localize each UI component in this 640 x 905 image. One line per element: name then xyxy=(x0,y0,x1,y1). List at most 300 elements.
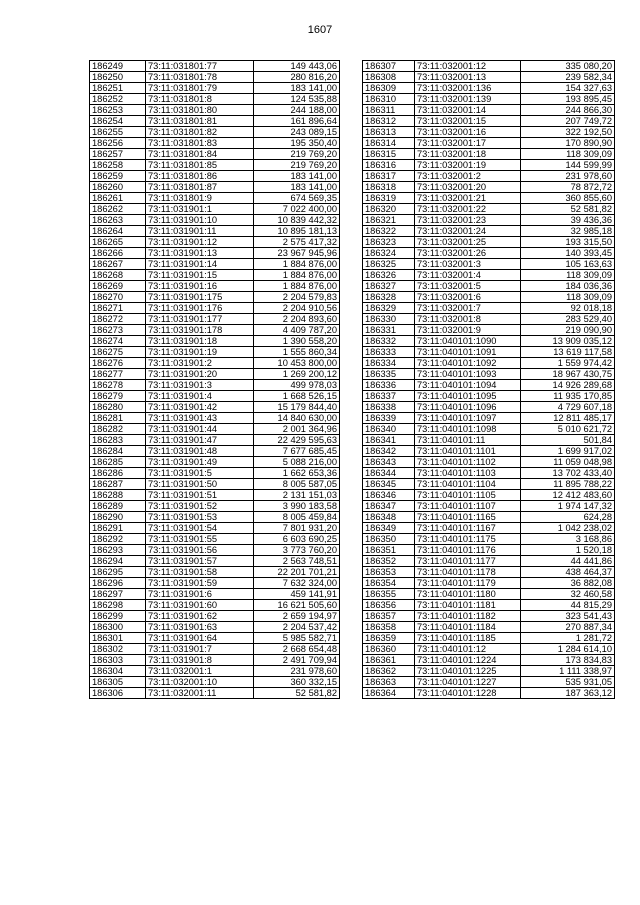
value-cell: 105 163,63 xyxy=(521,259,615,270)
row-number-cell: 186253 xyxy=(90,105,146,116)
cadastral-number-cell: 73:11:031901:47 xyxy=(146,435,254,446)
cadastral-number-cell: 73:11:031801:85 xyxy=(146,160,254,171)
row-number-cell: 186337 xyxy=(363,391,415,402)
table-row xyxy=(363,435,615,446)
table-row xyxy=(363,424,615,435)
table-row xyxy=(90,677,340,688)
value-cell: 161 896,64 xyxy=(254,116,340,127)
row-number-cell: 186317 xyxy=(363,171,415,182)
cadastral-number-cell: 73:11:031901:63 xyxy=(146,622,254,633)
row-number-cell: 186333 xyxy=(363,347,415,358)
table-row xyxy=(90,105,340,116)
cadastral-number-cell: 73:11:031901:13 xyxy=(146,248,254,259)
cadastral-number-cell: 73:11:040101:1102 xyxy=(415,457,521,468)
cadastral-number-cell: 73:11:031901:8 xyxy=(146,655,254,666)
table-row xyxy=(363,149,615,160)
table-row xyxy=(90,171,340,182)
cadastral-number-cell: 73:11:040101:1176 xyxy=(415,545,521,556)
cadastral-number-cell: 73:11:032001:6 xyxy=(415,292,521,303)
value-cell: 193 315,50 xyxy=(521,237,615,248)
row-number-cell: 186332 xyxy=(363,336,415,347)
table-row xyxy=(363,666,615,677)
value-cell: 280 816,20 xyxy=(254,72,340,83)
cadastral-number-cell: 73:11:031901:10 xyxy=(146,215,254,226)
value-cell: 1 974 147,32 xyxy=(521,501,615,512)
value-cell: 193 895,45 xyxy=(521,94,615,105)
table-row xyxy=(90,589,340,600)
row-number-cell: 186249 xyxy=(90,61,146,72)
value-cell: 22 201 701,21 xyxy=(254,567,340,578)
value-cell: 5 010 621,72 xyxy=(521,424,615,435)
value-cell: 22 429 595,63 xyxy=(254,435,340,446)
table-row xyxy=(363,226,615,237)
table-row xyxy=(90,83,340,94)
value-cell: 16 621 505,60 xyxy=(254,600,340,611)
cadastral-number-cell: 73:11:031901:64 xyxy=(146,633,254,644)
cadastral-number-cell: 73:11:031801:79 xyxy=(146,83,254,94)
row-number-cell: 186314 xyxy=(363,138,415,149)
table-row xyxy=(363,369,615,380)
row-number-cell: 186282 xyxy=(90,424,146,435)
table-row xyxy=(363,61,615,72)
table-row xyxy=(90,501,340,512)
table-row xyxy=(363,325,615,336)
value-cell: 4 409 787,20 xyxy=(254,325,340,336)
table-row xyxy=(90,402,340,413)
table-row xyxy=(90,490,340,501)
table-row xyxy=(90,446,340,457)
table-row xyxy=(90,116,340,127)
cadastral-number-cell: 73:11:040101:12 xyxy=(415,644,521,655)
cadastral-number-cell: 73:11:031901:44 xyxy=(146,424,254,435)
table-row xyxy=(363,677,615,688)
value-cell: 7 801 931,20 xyxy=(254,523,340,534)
table-row xyxy=(90,138,340,149)
table-row xyxy=(363,644,615,655)
value-cell: 323 541,43 xyxy=(521,611,615,622)
table-row xyxy=(363,292,615,303)
row-number-cell: 186259 xyxy=(90,171,146,182)
value-cell: 78 872,72 xyxy=(521,182,615,193)
value-cell: 10 839 442,32 xyxy=(254,215,340,226)
row-number-cell: 186349 xyxy=(363,523,415,534)
cadastral-number-cell: 73:11:040101:1225 xyxy=(415,666,521,677)
row-number-cell: 186329 xyxy=(363,303,415,314)
row-number-cell: 186351 xyxy=(363,545,415,556)
cadastral-number-cell: 73:11:040101:1096 xyxy=(415,402,521,413)
value-cell: 173 834,83 xyxy=(521,655,615,666)
table-row xyxy=(363,501,615,512)
cadastral-number-cell: 73:11:040101:1107 xyxy=(415,501,521,512)
table-row xyxy=(90,61,340,72)
value-cell: 52 581,82 xyxy=(254,688,340,699)
cadastral-number-cell: 73:11:032001:21 xyxy=(415,193,521,204)
table-row xyxy=(363,215,615,226)
cadastral-number-cell: 73:11:031901:175 xyxy=(146,292,254,303)
value-cell: 12 412 483,60 xyxy=(521,490,615,501)
cadastral-number-cell: 73:11:032001:9 xyxy=(415,325,521,336)
row-number-cell: 186309 xyxy=(363,83,415,94)
row-number-cell: 186292 xyxy=(90,534,146,545)
cadastral-number-cell: 73:11:040101:1185 xyxy=(415,633,521,644)
cadastral-number-cell: 73:11:032001:17 xyxy=(415,138,521,149)
row-number-cell: 186268 xyxy=(90,270,146,281)
table-row xyxy=(90,633,340,644)
table-row xyxy=(363,138,615,149)
row-number-cell: 186256 xyxy=(90,138,146,149)
value-cell: 2 563 748,51 xyxy=(254,556,340,567)
row-number-cell: 186358 xyxy=(363,622,415,633)
row-number-cell: 186255 xyxy=(90,127,146,138)
row-number-cell: 186306 xyxy=(90,688,146,699)
cadastral-number-cell: 73:11:032001:23 xyxy=(415,215,521,226)
cadastral-number-cell: 73:11:031901:51 xyxy=(146,490,254,501)
value-cell: 535 931,05 xyxy=(521,677,615,688)
cadastral-number-cell: 73:11:031801:9 xyxy=(146,193,254,204)
table-row xyxy=(90,534,340,545)
row-number-cell: 186330 xyxy=(363,314,415,325)
row-number-cell: 186323 xyxy=(363,237,415,248)
value-cell: 7 022 400,00 xyxy=(254,204,340,215)
value-cell: 23 967 945,96 xyxy=(254,248,340,259)
row-number-cell: 186324 xyxy=(363,248,415,259)
value-cell: 5 088 216,00 xyxy=(254,457,340,468)
table-row xyxy=(363,380,615,391)
cadastral-number-cell: 73:11:031901:177 xyxy=(146,314,254,325)
row-number-cell: 186290 xyxy=(90,512,146,523)
cadastral-number-cell: 73:11:040101:1104 xyxy=(415,479,521,490)
row-number-cell: 186277 xyxy=(90,369,146,380)
cadastral-number-cell: 73:11:040101:1103 xyxy=(415,468,521,479)
cadastral-number-cell: 73:11:040101:1228 xyxy=(415,688,521,699)
value-cell: 6 603 690,25 xyxy=(254,534,340,545)
value-cell: 3 990 183,58 xyxy=(254,501,340,512)
row-number-cell: 186276 xyxy=(90,358,146,369)
cadastral-number-cell: 73:11:032001:15 xyxy=(415,116,521,127)
value-cell: 499 978,03 xyxy=(254,380,340,391)
table-row xyxy=(363,204,615,215)
row-number-cell: 186342 xyxy=(363,446,415,457)
value-cell: 2 668 654,48 xyxy=(254,644,340,655)
value-cell: 674 569,35 xyxy=(254,193,340,204)
row-number-cell: 186269 xyxy=(90,281,146,292)
value-cell: 15 179 844,40 xyxy=(254,402,340,413)
cadastral-number-cell: 73:11:031901:14 xyxy=(146,259,254,270)
table-row xyxy=(90,248,340,259)
cadastral-number-cell: 73:11:032001:5 xyxy=(415,281,521,292)
cadastral-number-cell: 73:11:040101:1227 xyxy=(415,677,521,688)
cadastral-number-cell: 73:11:031901:178 xyxy=(146,325,254,336)
table-row xyxy=(90,347,340,358)
table-row xyxy=(90,292,340,303)
value-cell: 1 884 876,00 xyxy=(254,281,340,292)
cadastral-number-cell: 73:11:031901:12 xyxy=(146,237,254,248)
cadastral-number-cell: 73:11:031901:2 xyxy=(146,358,254,369)
value-cell: 1 555 860,34 xyxy=(254,347,340,358)
table-row xyxy=(363,523,615,534)
cadastral-number-cell: 73:11:032001:12 xyxy=(415,61,521,72)
table-row xyxy=(363,600,615,611)
row-number-cell: 186267 xyxy=(90,259,146,270)
table-row xyxy=(90,204,340,215)
cadastral-number-cell: 73:11:031801:86 xyxy=(146,171,254,182)
cadastral-number-cell: 73:11:032001:25 xyxy=(415,237,521,248)
cadastral-number-cell: 73:11:031901:1 xyxy=(146,204,254,215)
row-number-cell: 186252 xyxy=(90,94,146,105)
value-cell: 10 453 800,00 xyxy=(254,358,340,369)
cadastral-number-cell: 73:11:032001:20 xyxy=(415,182,521,193)
row-number-cell: 186336 xyxy=(363,380,415,391)
cadastral-number-cell: 73:11:040101:11 xyxy=(415,435,521,446)
value-cell: 118 309,09 xyxy=(521,149,615,160)
cadastral-number-cell: 73:11:031901:62 xyxy=(146,611,254,622)
row-number-cell: 186363 xyxy=(363,677,415,688)
table-row xyxy=(90,160,340,171)
table-left-body xyxy=(90,61,340,699)
cadastral-number-cell: 73:11:040101:1175 xyxy=(415,534,521,545)
row-number-cell: 186291 xyxy=(90,523,146,534)
value-cell: 1 884 876,00 xyxy=(254,270,340,281)
value-cell: 624,28 xyxy=(521,512,615,523)
table-row xyxy=(90,259,340,270)
value-cell: 2 204 910,56 xyxy=(254,303,340,314)
cadastral-number-cell: 73:11:031901:16 xyxy=(146,281,254,292)
row-number-cell: 186281 xyxy=(90,413,146,424)
cadastral-number-cell: 73:11:031801:84 xyxy=(146,149,254,160)
table-row xyxy=(363,622,615,633)
table-row xyxy=(90,182,340,193)
value-cell: 11 059 048,98 xyxy=(521,457,615,468)
row-number-cell: 186360 xyxy=(363,644,415,655)
row-number-cell: 186311 xyxy=(363,105,415,116)
cadastral-number-cell: 73:11:032001:7 xyxy=(415,303,521,314)
row-number-cell: 186266 xyxy=(90,248,146,259)
table-row xyxy=(90,281,340,292)
row-number-cell: 186312 xyxy=(363,116,415,127)
value-cell: 7 632 324,00 xyxy=(254,578,340,589)
value-cell: 207 749,72 xyxy=(521,116,615,127)
table-row xyxy=(90,226,340,237)
row-number-cell: 186260 xyxy=(90,182,146,193)
cadastral-number-cell: 73:11:040101:1224 xyxy=(415,655,521,666)
table-row xyxy=(90,270,340,281)
row-number-cell: 186304 xyxy=(90,666,146,677)
row-number-cell: 186274 xyxy=(90,336,146,347)
row-number-cell: 186263 xyxy=(90,215,146,226)
value-cell: 244 188,00 xyxy=(254,105,340,116)
row-number-cell: 186345 xyxy=(363,479,415,490)
row-number-cell: 186284 xyxy=(90,446,146,457)
value-cell: 118 309,09 xyxy=(521,292,615,303)
cadastral-number-cell: 73:11:031801:82 xyxy=(146,127,254,138)
table-row xyxy=(90,666,340,677)
row-number-cell: 186265 xyxy=(90,237,146,248)
row-number-cell: 186318 xyxy=(363,182,415,193)
row-number-cell: 186313 xyxy=(363,127,415,138)
value-cell: 3 773 760,20 xyxy=(254,545,340,556)
table-row xyxy=(90,325,340,336)
cadastral-number-cell: 73:11:040101:1092 xyxy=(415,358,521,369)
table-row xyxy=(363,303,615,314)
table-row xyxy=(90,644,340,655)
row-number-cell: 186257 xyxy=(90,149,146,160)
value-cell: 10 895 181,13 xyxy=(254,226,340,237)
row-number-cell: 186316 xyxy=(363,160,415,171)
value-cell: 2 204 893,60 xyxy=(254,314,340,325)
row-number-cell: 186272 xyxy=(90,314,146,325)
row-number-cell: 186303 xyxy=(90,655,146,666)
value-cell: 4 729 607,18 xyxy=(521,402,615,413)
cadastral-number-cell: 73:11:031901:176 xyxy=(146,303,254,314)
row-number-cell: 186293 xyxy=(90,545,146,556)
table-row xyxy=(90,215,340,226)
row-number-cell: 186364 xyxy=(363,688,415,699)
table-row xyxy=(363,281,615,292)
table-row xyxy=(363,94,615,105)
table-row xyxy=(90,336,340,347)
value-cell: 7 677 685,45 xyxy=(254,446,340,457)
cadastral-number-cell: 73:11:031901:54 xyxy=(146,523,254,534)
cadastral-number-cell: 73:11:032001:26 xyxy=(415,248,521,259)
value-cell: 140 393,45 xyxy=(521,248,615,259)
value-cell: 183 141,00 xyxy=(254,171,340,182)
row-number-cell: 186334 xyxy=(363,358,415,369)
table-row xyxy=(363,490,615,501)
table-row xyxy=(90,611,340,622)
cadastral-number-cell: 73:11:040101:1177 xyxy=(415,556,521,567)
row-number-cell: 186278 xyxy=(90,380,146,391)
table-row xyxy=(90,237,340,248)
table-row xyxy=(90,424,340,435)
table-row xyxy=(363,457,615,468)
table-row xyxy=(363,116,615,127)
cadastral-number-cell: 73:11:032001:13 xyxy=(415,72,521,83)
table-row xyxy=(363,468,615,479)
table-row xyxy=(90,457,340,468)
row-number-cell: 186287 xyxy=(90,479,146,490)
value-cell: 124 535,88 xyxy=(254,94,340,105)
row-number-cell: 186302 xyxy=(90,644,146,655)
value-cell: 18 967 430,75 xyxy=(521,369,615,380)
row-number-cell: 186353 xyxy=(363,567,415,578)
row-number-cell: 186343 xyxy=(363,457,415,468)
table-row xyxy=(363,611,615,622)
cadastral-number-cell: 73:11:031901:6 xyxy=(146,589,254,600)
row-number-cell: 186294 xyxy=(90,556,146,567)
value-cell: 8 005 459,84 xyxy=(254,512,340,523)
row-number-cell: 186251 xyxy=(90,83,146,94)
row-number-cell: 186361 xyxy=(363,655,415,666)
row-number-cell: 186344 xyxy=(363,468,415,479)
row-number-cell: 186350 xyxy=(363,534,415,545)
row-number-cell: 186338 xyxy=(363,402,415,413)
value-cell: 14 840 630,00 xyxy=(254,413,340,424)
cadastral-number-cell: 73:11:031801:81 xyxy=(146,116,254,127)
cadastral-number-cell: 73:11:040101:1179 xyxy=(415,578,521,589)
value-cell: 144 599,99 xyxy=(521,160,615,171)
table-row xyxy=(363,171,615,182)
cadastral-number-cell: 73:11:031901:4 xyxy=(146,391,254,402)
row-number-cell: 186321 xyxy=(363,215,415,226)
value-cell: 2 491 709,94 xyxy=(254,655,340,666)
row-number-cell: 186322 xyxy=(363,226,415,237)
cadastral-number-cell: 73:11:031901:58 xyxy=(146,567,254,578)
cadastral-number-cell: 73:11:032001:19 xyxy=(415,160,521,171)
row-number-cell: 186289 xyxy=(90,501,146,512)
row-number-cell: 186328 xyxy=(363,292,415,303)
row-number-cell: 186285 xyxy=(90,457,146,468)
cadastral-number-cell: 73:11:031801:77 xyxy=(146,61,254,72)
value-cell: 1 390 558,20 xyxy=(254,336,340,347)
table-row xyxy=(363,336,615,347)
value-cell: 11 935 170,85 xyxy=(521,391,615,402)
row-number-cell: 186264 xyxy=(90,226,146,237)
table-row xyxy=(363,270,615,281)
row-number-cell: 186279 xyxy=(90,391,146,402)
cadastral-number-cell: 73:11:031901:57 xyxy=(146,556,254,567)
cadastral-number-cell: 73:11:031901:52 xyxy=(146,501,254,512)
row-number-cell: 186250 xyxy=(90,72,146,83)
registry-table-right xyxy=(362,60,615,699)
value-cell: 149 443,06 xyxy=(254,61,340,72)
row-number-cell: 186348 xyxy=(363,512,415,523)
cadastral-number-cell: 73:11:040101:1184 xyxy=(415,622,521,633)
value-cell: 1 269 200,12 xyxy=(254,369,340,380)
table-row xyxy=(363,347,615,358)
table-row xyxy=(90,512,340,523)
value-cell: 39 436,36 xyxy=(521,215,615,226)
value-cell: 1 662 653,36 xyxy=(254,468,340,479)
table-row xyxy=(90,94,340,105)
cadastral-number-cell: 73:11:031901:59 xyxy=(146,578,254,589)
row-number-cell: 186335 xyxy=(363,369,415,380)
value-cell: 219 769,20 xyxy=(254,160,340,171)
value-cell: 13 909 035,12 xyxy=(521,336,615,347)
cadastral-number-cell: 73:11:040101:1090 xyxy=(415,336,521,347)
cadastral-number-cell: 73:11:032001:22 xyxy=(415,204,521,215)
row-number-cell: 186326 xyxy=(363,270,415,281)
table-row xyxy=(363,545,615,556)
table-row xyxy=(363,633,615,644)
table-row xyxy=(90,468,340,479)
value-cell: 231 978,60 xyxy=(254,666,340,677)
cadastral-number-cell: 73:11:032001:4 xyxy=(415,270,521,281)
cadastral-number-cell: 73:11:032001:10 xyxy=(146,677,254,688)
value-cell: 1 281,72 xyxy=(521,633,615,644)
row-number-cell: 186310 xyxy=(363,94,415,105)
table-row xyxy=(363,160,615,171)
table-row xyxy=(363,391,615,402)
cadastral-number-cell: 73:11:031901:60 xyxy=(146,600,254,611)
table-row xyxy=(363,259,615,270)
value-cell: 322 192,50 xyxy=(521,127,615,138)
table-row xyxy=(363,358,615,369)
value-cell: 2 204 579,83 xyxy=(254,292,340,303)
value-cell: 11 895 788,22 xyxy=(521,479,615,490)
row-number-cell: 186297 xyxy=(90,589,146,600)
cadastral-number-cell: 73:11:032001:8 xyxy=(415,314,521,325)
cadastral-number-cell: 73:11:031901:11 xyxy=(146,226,254,237)
value-cell: 195 350,40 xyxy=(254,138,340,149)
cadastral-number-cell: 73:11:032001:14 xyxy=(415,105,521,116)
value-cell: 44 441,86 xyxy=(521,556,615,567)
row-number-cell: 186296 xyxy=(90,578,146,589)
table-row xyxy=(363,237,615,248)
cadastral-number-cell: 73:11:040101:1180 xyxy=(415,589,521,600)
value-cell: 2 204 537,42 xyxy=(254,622,340,633)
cadastral-number-cell: 73:11:040101:1093 xyxy=(415,369,521,380)
table-row xyxy=(90,380,340,391)
